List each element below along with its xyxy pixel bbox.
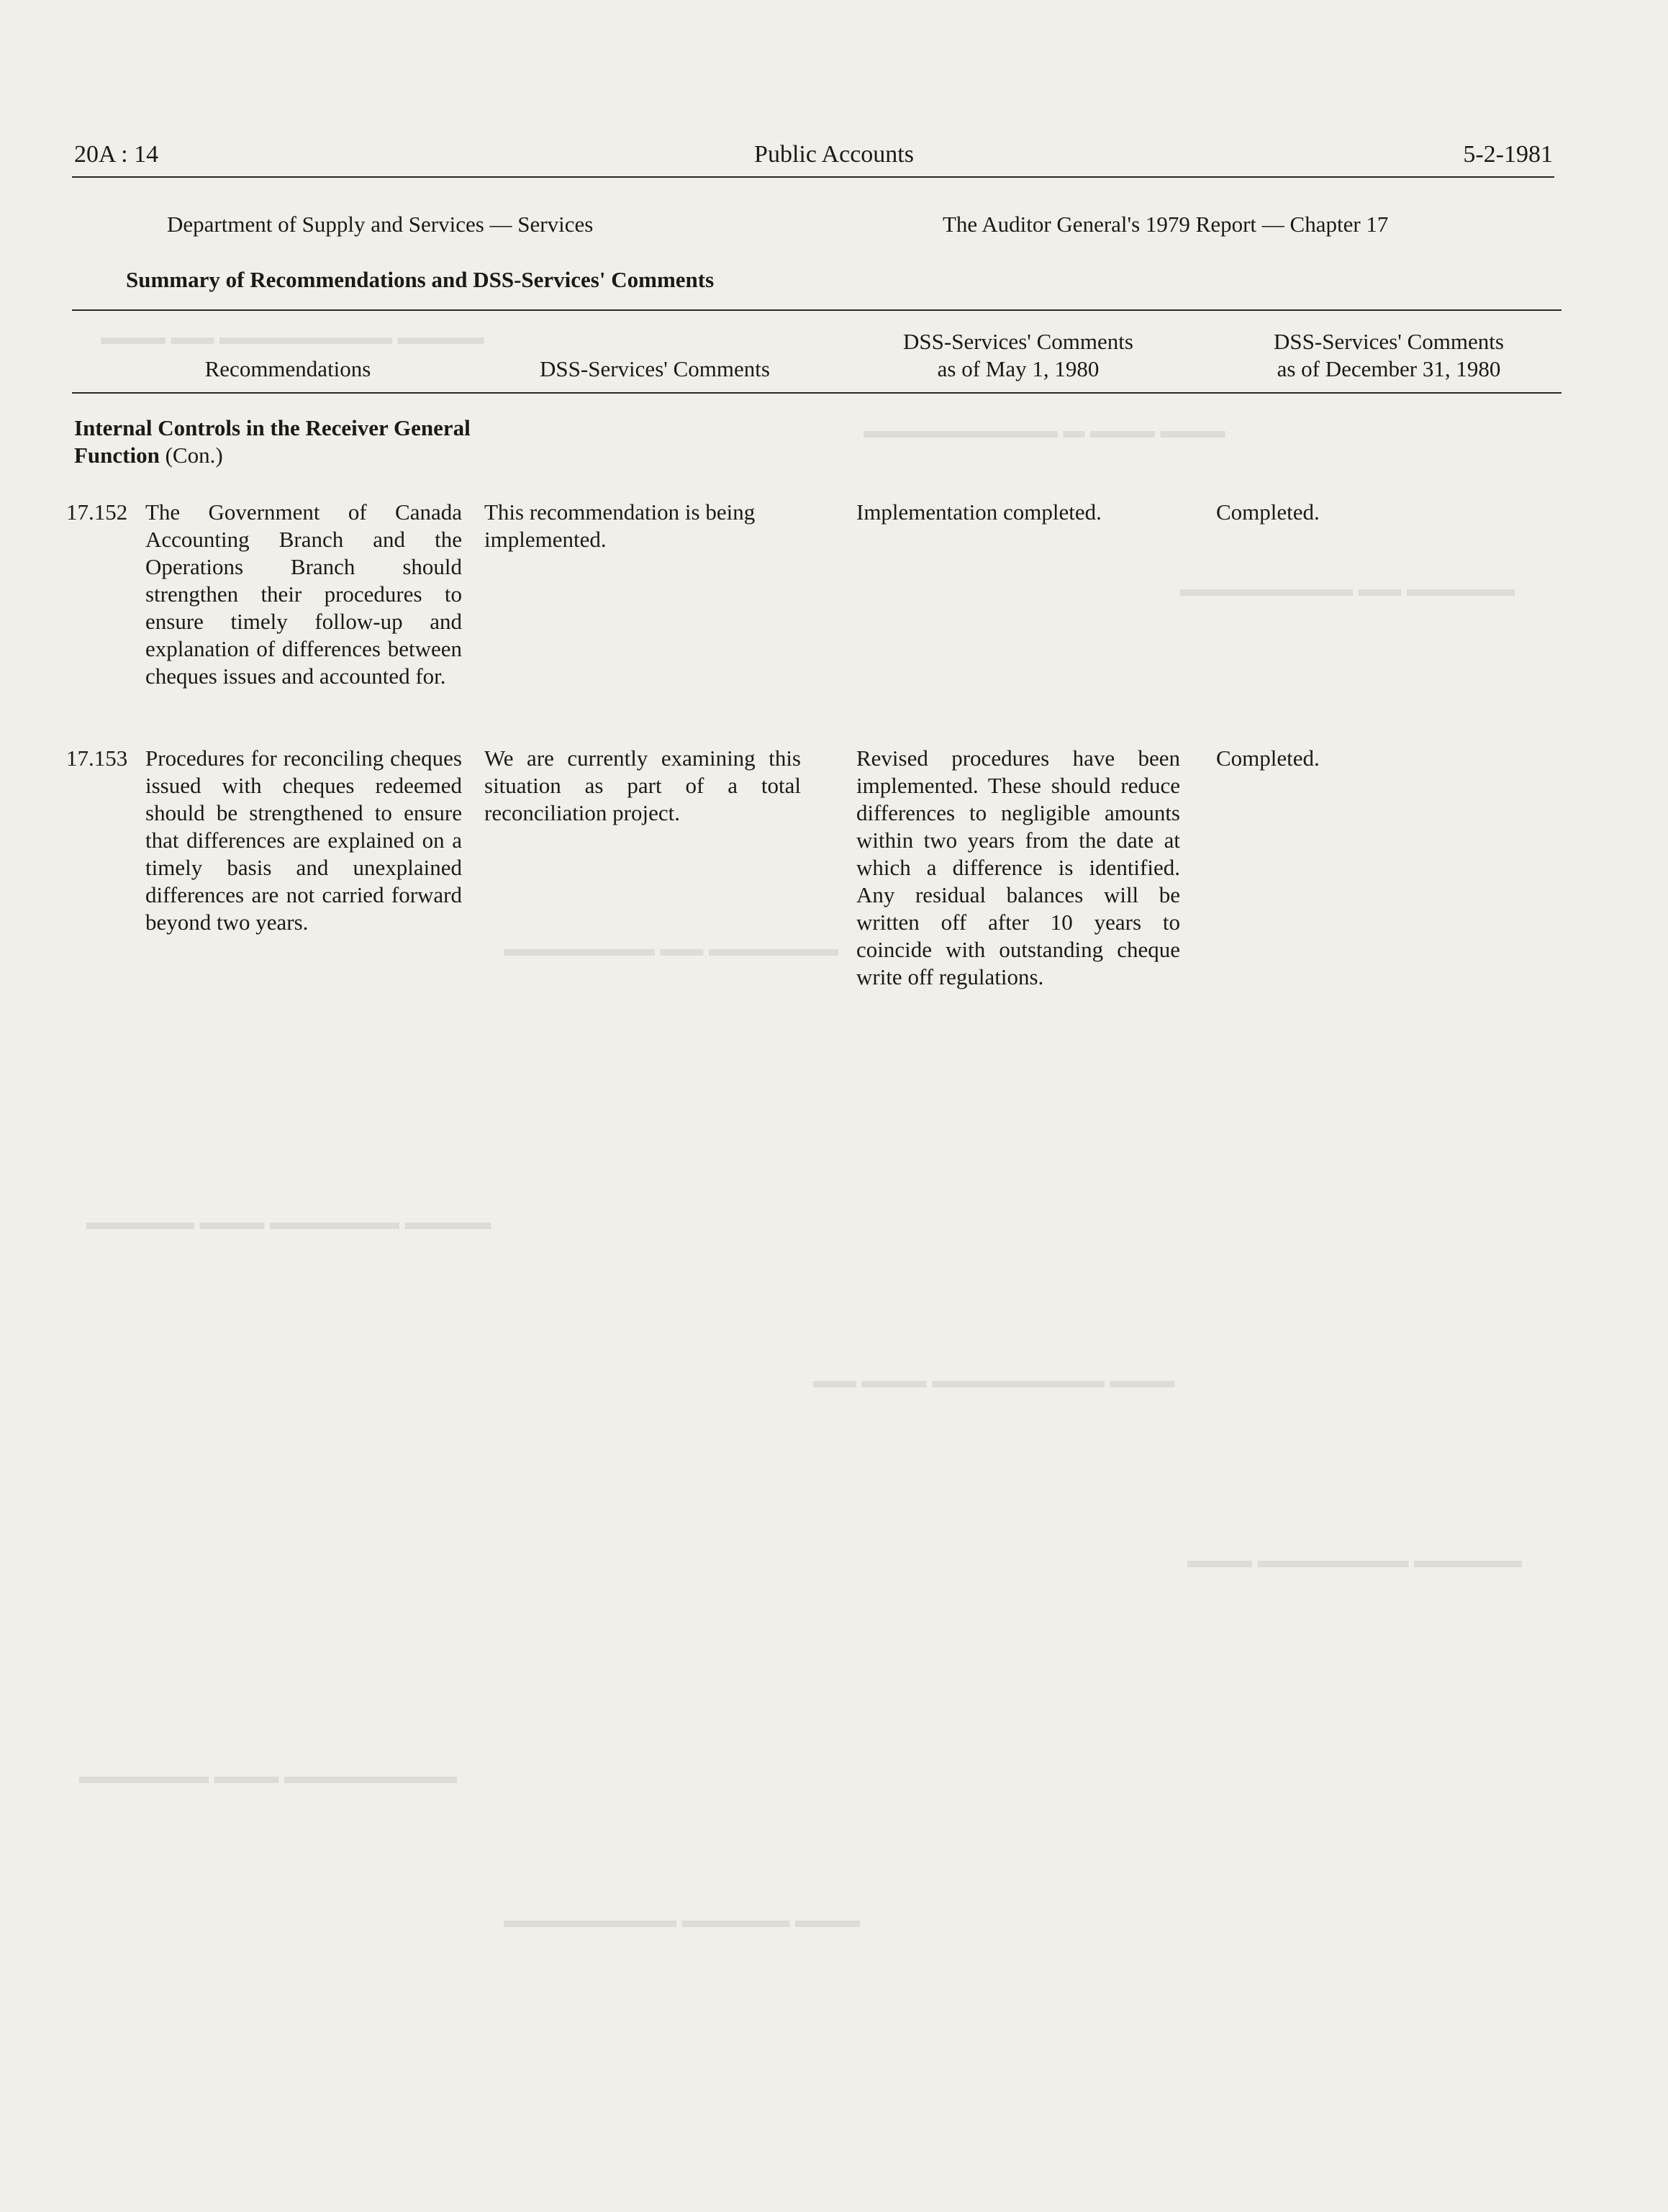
column-header-comments: DSS-Services' Comments [540, 356, 770, 381]
section-title-bold: Internal Controls in the Receiver General Function [74, 415, 471, 468]
issue-date: 5-2-1981 [1463, 141, 1553, 168]
comment-text: This recommendation is being implemented. [484, 499, 756, 552]
summary-title: Summary of Recommendations and DSS-Services' Comments [126, 267, 715, 292]
recommendation-text: Procedures for reconciling cheques issued with cheques redeemed should be strengthened to ensure that differences are explained on a timely basis and unexplained differences are not carried forward beyond two years. [145, 745, 462, 935]
comment-dec-1980: Completed. [1216, 499, 1320, 525]
column-header-dec-1980: DSS-Services' Comments as of December 31, 1980 [1274, 329, 1504, 381]
section-title-suffix: (Con.) [159, 443, 223, 468]
comment-may-1980: Implementation completed. [856, 499, 1102, 525]
table-header-rule [72, 392, 1562, 394]
comment-may-1980: Revised procedures have been implemented. These should reduce differences to negligible amounts within two years from the date at which a difference is identified. Any residual balances will be written off after 10 years to coincide with outstanding cheque write off regulations. [856, 745, 1180, 989]
comment-text: We are currently examining this situation as part of a total reconciliation project. [484, 745, 801, 825]
column-header-may-1980: DSS-Services' Comments as of May 1, 1980 [903, 329, 1133, 381]
department-title: Department of Supply and Services — Services [167, 212, 594, 237]
bleed-through-texture: ▬▬▬▬ ▬▬▬▬▬▬▬▬ ▬▬ ▬▬▬ ▬▬▬ ▬▬▬ ▬ ▬▬▬▬▬▬▬▬▬ ▬▬▬▬▬ ▬▬ ▬▬▬▬▬▬▬▬ ▬▬▬▬▬▬ ▬▬ ▬▬▬▬▬▬▬ ▬▬▬▬ ▬▬▬▬▬▬ ▬▬▬ ▬▬▬▬▬ ▬▬▬ ▬▬▬▬▬▬▬▬ ▬▬▬ ▬▬ ▬▬▬▬▬ ▬▬▬▬▬▬▬ ▬▬▬ ▬▬▬▬▬▬▬▬ ▬▬▬ ▬▬▬▬▬▬ ▬▬▬ ▬▬▬▬▬ ▬▬▬▬▬▬▬▬ [79, 325, 1522, 1932]
recommendation-text: The Government of Canada Accounting Branch and the Operations Branch should strengthen their procedures to ensure timely follow-up and explanation of differences between cheques issues and accounted for. [145, 499, 462, 689]
table-top-rule [72, 309, 1562, 311]
header-rule [72, 176, 1554, 178]
report-title: The Auditor General's 1979 Report — Chapter 17 [943, 212, 1389, 237]
recommendation-number: 17.153 [66, 745, 128, 771]
recommendation-number: 17.152 [66, 499, 128, 525]
comment-dec-1980: Completed. [1216, 745, 1320, 771]
column-header-recommendations: Recommendations [204, 356, 371, 381]
page-reference: 20A : 14 [74, 141, 159, 168]
publication-title: Public Accounts [754, 141, 914, 168]
section-title [74, 414, 484, 469]
